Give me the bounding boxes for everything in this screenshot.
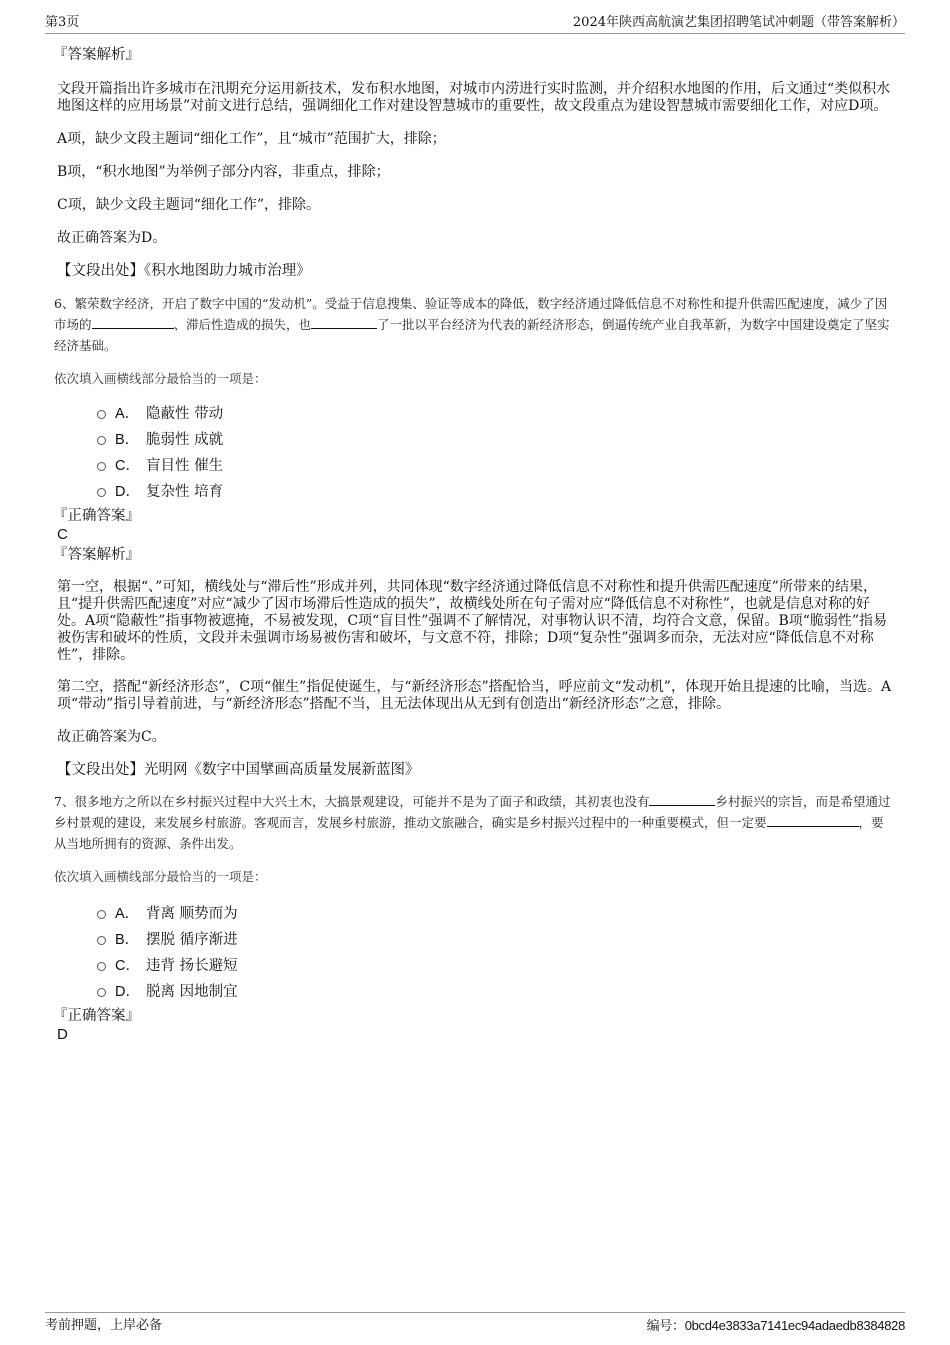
q7-blank-1 [649,792,715,806]
q7-stem [54,791,895,854]
option-text: 脆弱性 成就 [146,431,224,448]
q7-blank-2 [767,813,859,827]
q6-analysis-p1: 第一空，根据“、”可知，横线处与“滞后性”形成并列，共同体现“数字经济通过降低信息不对称性和提升供需匹配速度”所带来的结果，且“提升供需匹配速度”对应“减少了因市场滞后性造成的损失”，故横线处所在句子需对应“降低信息不对称性”，也就是信息对称的好处。A项“隐蔽性”指事物被遮掩，不易被发现，C项“盲目性”强调不了解情况，对事物认识不清，均符合文意，保留。B项“脆弱性”指易被伤害和破坏的性质，文段并未强调市场易被伤害和破坏，与文意不符，排除；D项“复杂性”强调多而杂，无法对应“降低信息不对称性”，排除。 [57,579,888,663]
option-text: 摆脱 循序渐进 [146,931,238,948]
radio-icon[interactable] [97,936,106,945]
option-letter: B． [115,931,140,948]
q6-option-a[interactable] [57,399,895,425]
page-header [45,14,905,34]
option-text: 违背 扬长避短 [146,957,238,974]
page-content [53,46,895,1044]
radio-icon[interactable] [97,488,106,497]
q5-analysis-label: 『答案解析』 [53,47,140,63]
q7-option-a[interactable] [57,899,895,925]
q6-analysis-label: 『答案解析』 [53,547,140,563]
q6-stem-part1: 6、繁荣数字经济，开启了数字中国的“发动机”。受益于信息搜集、验证等成本的降低，数字经济通过降低信息不对称性和提升供需匹配速度，减少了因市场的 [54,296,888,332]
footer-slogan: 考前押题，上岸必备 [45,1318,163,1333]
page-footer [45,1312,905,1335]
radio-icon[interactable] [97,410,106,419]
q7-option-b[interactable] [57,925,895,951]
q5-analysis-p4: C项，缺少文段主题词“细化工作”，排除。 [57,197,321,213]
option-text: 脱离 因地制宜 [146,983,238,1000]
radio-icon[interactable] [97,910,106,919]
q7-correct-answer: D [57,1026,68,1043]
q6-option-b[interactable] [57,425,895,451]
option-letter: C． [115,957,140,974]
document-code: 编号：0bcd4e3833a7141ec94adaedb8384828 [646,1318,905,1333]
q7-option-c[interactable] [57,951,895,977]
q7-stem-part3: ，要从当地所拥有的资源、条件出发。 [54,815,884,851]
q5-analysis-p3: B项，“积水地图”为举例子部分内容，非重点，排除； [57,164,390,180]
q5-source: 【文段出处】《积水地图助力城市治理》 [57,263,311,279]
option-text: 复杂性 培育 [146,483,224,500]
document-title: 2024年陕西高航演艺集团招聘笔试冲刺题（带答案解析） [572,15,905,30]
option-text: 盲目性 催生 [146,457,224,474]
q7-option-d[interactable] [57,977,895,1003]
option-letter: D． [115,983,140,1000]
q6-stem [54,293,895,356]
q7-prompt: 依次填入画横线部分最恰当的一项是： [54,869,267,884]
q6-correct-answer: C [57,526,68,543]
q6-analysis-p2: 第二空，搭配“新经济形态”，C项“催生”指促使诞生，与“新经济形态”搭配恰当，呼应前文“发动机”，体现开始且提速的比喻，当选。A项“带动”指引导着前进，与“新经济形态”搭配不当，且无法体现出从无到有创造出“新经济形态”之意，排除。 [57,679,892,712]
option-letter: D． [115,483,140,500]
option-text: 背离 顺势而为 [146,905,238,922]
option-letter: A． [115,405,140,422]
q7-stem-part2: 乡村振兴的宗旨，而是希望通过乡村景观的建设，来发展乡村旅游。客观而言，发展乡村旅游，推动文旅融合，确实是乡村振兴过程中的一种重要模式，但一定要 [54,794,891,830]
q6-option-c[interactable] [57,451,895,477]
q6-analysis-p3: 故正确答案为C。 [57,729,166,745]
q6-blank-2 [311,315,377,329]
option-letter: C． [115,457,140,474]
q7-stem-part1: 7、很多地方之所以在乡村振兴过程中大兴土木，大搞景观建设，可能并不是为了面子和政绩，其初衷也没有 [54,794,650,809]
option-text: 隐蔽性 带动 [146,405,224,422]
q5-analysis-p1: 文段开篇指出许多城市在汛期充分运用新技术，发布积水地图，对城市内涝进行实时监测，并介绍积水地图的作用，后文通过“类似积水地图这样的应用场景”对前文进行总结，强调细化工作对建设智慧城市的重要性，故文段重点为建设智慧城市需要细化工作，对应D项。 [57,81,891,114]
option-letter: A． [115,905,140,922]
q6-stem-part2: 、滞后性造成的损失，也 [173,317,312,332]
page-number: 第3页 [45,15,80,30]
q6-stem-part3: 了一批以平台经济为代表的新经济形态，倒逼传统产业自我革新，为数字中国建设奠定了坚实经济基础。 [54,317,890,353]
radio-icon[interactable] [97,462,106,471]
radio-icon[interactable] [97,962,106,971]
q5-analysis-p5: 故正确答案为D。 [57,230,167,246]
q6-option-d[interactable] [57,477,895,503]
q6-prompt: 依次填入画横线部分最恰当的一项是： [54,371,267,386]
q6-correct-label: 『正确答案』 [53,508,140,524]
radio-icon[interactable] [97,988,106,997]
q5-analysis-p2: A项，缺少文段主题词“细化工作”，且“城市”范围扩大，排除； [57,131,446,147]
q7-options [57,899,895,1003]
q6-blank-1 [92,315,174,329]
radio-icon[interactable] [97,436,106,445]
option-letter: B． [115,431,140,448]
q7-correct-label: 『正确答案』 [53,1008,140,1024]
q6-source: 【文段出处】光明网《数字中国擘画高质量发展新蓝图》 [57,762,420,778]
q6-options [57,399,895,503]
